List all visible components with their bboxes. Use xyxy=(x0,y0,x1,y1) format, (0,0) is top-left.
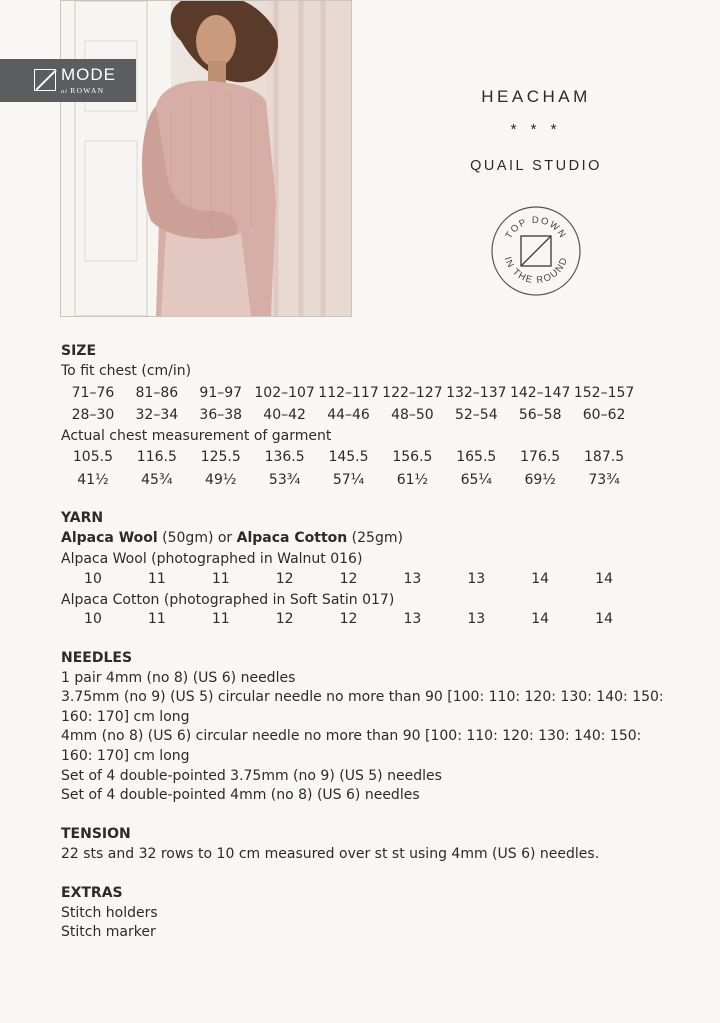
extras-item: Stitch holders xyxy=(61,904,158,921)
wool-balls-row: 10 11 11 12 12 13 13 14 14 xyxy=(84,571,613,587)
svg-text:TOP DOWN xyxy=(504,215,569,241)
tension-section xyxy=(61,825,599,864)
extras-section xyxy=(61,884,158,943)
yarn-wool-name: Alpaca Wool xyxy=(61,529,158,546)
cotton-balls-row: 10 11 11 12 12 13 13 14 14 xyxy=(84,611,613,627)
needle-line: Set of 4 double-pointed 4mm (no 8) (US 6) needles xyxy=(61,787,420,804)
tension-heading: TENSION xyxy=(61,826,131,842)
needles-heading: NEEDLES xyxy=(61,650,133,666)
needle-line: Set of 4 double-pointed 3.75mm (no 9) (US 5) needles xyxy=(61,767,442,784)
size-section xyxy=(61,342,191,381)
brand-logo xyxy=(0,59,136,102)
needle-line: 4mm (no 8) (US 6) circular needle no more than 90 [100: 110: 120: 130: 140: 150: xyxy=(61,728,642,745)
actual-chest-label: Actual chest measurement of garment xyxy=(61,428,332,444)
brand-subtitle: at ROWAN xyxy=(61,86,105,95)
needle-line: 160: 170] cm long xyxy=(61,747,190,764)
fit-chest-label: To fit chest (cm/in) xyxy=(61,362,192,379)
wool-label: Alpaca Wool (photographed in Walnut 016) xyxy=(61,551,363,568)
actual-chest-label-wrap xyxy=(61,427,331,447)
designer-name: QUAIL STUDIO xyxy=(470,158,602,174)
fit-chest-cm-row: 71–76 81–86 91–97 102–107 112–117 122–127 132–137 142–147 152–157 xyxy=(71,385,635,401)
needle-line: 160: 170] cm long xyxy=(61,708,190,725)
size-heading: SIZE xyxy=(61,343,97,359)
top-down-badge xyxy=(490,205,582,297)
title-divider: * * * xyxy=(510,121,562,138)
needle-line: 1 pair 4mm (no 8) (US 6) needles xyxy=(61,669,296,686)
extras-heading: EXTRAS xyxy=(61,885,123,901)
yarn-cotton-name: Alpaca Cotton xyxy=(236,529,348,546)
yarn-heading: YARN xyxy=(61,510,104,526)
extras-item: Stitch marker xyxy=(61,924,156,941)
cotton-label: Alpaca Cotton (photographed in Soft Satin 017) xyxy=(61,592,395,608)
svg-text:IN THE ROUND xyxy=(502,255,571,286)
pattern-title: HEACHAM xyxy=(481,87,591,106)
cotton-label-wrap xyxy=(61,591,394,611)
needle-line: 3.75mm (no 9) (US 5) circular needle no more than 90 [100: 110: 120: 130: 140: 150: xyxy=(61,689,664,706)
logo-mark-icon xyxy=(34,69,56,91)
actual-chest-in-row: 41½ 45¾ 49½ 53¾ 57¼ 61½ 65¼ 69½ 73¾ xyxy=(77,472,620,488)
needles-section xyxy=(61,649,664,806)
yarn-section xyxy=(61,509,403,570)
badge-bottom-text: IN THE ROUND xyxy=(501,255,571,287)
yarn-types: Alpaca Wool (50gm) or Alpaca Cotton (25gm) xyxy=(61,529,403,546)
tension-text: 22 sts and 32 rows to 10 cm measured over st st using 4mm (US 6) needles. xyxy=(61,845,600,862)
model-photo xyxy=(60,0,352,317)
badge-top-text: TOP DOWN xyxy=(503,214,569,241)
brand-name: MODE xyxy=(61,65,116,84)
actual-chest-cm-row: 105.5 116.5 125.5 136.5 145.5 156.5 165.5 176.5 187.5 xyxy=(72,449,625,465)
fit-chest-in-row: 28–30 32–34 36–38 40–42 44–46 48–50 52–54 56–58 60–62 xyxy=(71,407,626,423)
